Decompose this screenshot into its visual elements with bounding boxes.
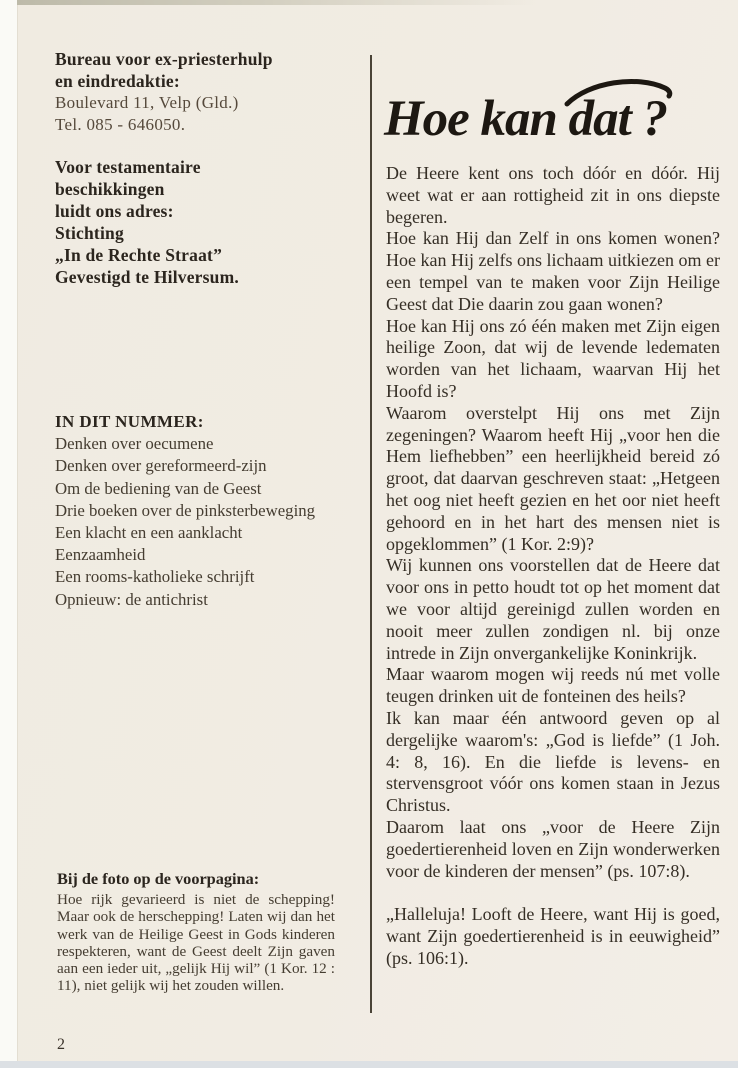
testament-notice-block <box>55 156 355 288</box>
toc-title: IN DIT NUMMER: <box>55 412 204 431</box>
toc-item: Denken over gereformeerd-zijn <box>55 456 267 476</box>
table-of-contents <box>55 411 367 611</box>
photo-note-body: Hoe rijk gevarieerd is niet de schepping! Maar ook de herschepping! Laten wij dan het werk van de Heilige Geest in Gods kinderen respekteren, want de Geest deelt Zijn gaven aan een ieder uit, „gelijk Hij wil” (1 Kor. 12 : 11), niet gelijk wij het zouden willen. <box>57 891 335 995</box>
testament-line: Voor testamentaire <box>55 157 201 177</box>
article-paragraph: Waarom overstelpt Hij ons met Zijn zegeningen? Waarom heeft Hij „voor hen die Hem liefhebben” een heerlijkheid bereid zó groot, dat daarvan geschreven staat: „Hetgeen het oog niet heeft gezien en het oor niet heeft gehoord en in het hart des mensen niet is opgeklommen” (1 Kor. 2:9)? <box>386 402 720 554</box>
scan-top-edge <box>17 0 738 5</box>
scan-bottom-edge <box>0 1061 738 1068</box>
article-paragraph: Hoe kan Hij dan Zelf in ons komen wonen? Hoe kan Hij zelfs ons lichaam uitkiezen om er een tempel van te maken voor Zijn Heilige Geest dat Die daarin zou gaan wonen? <box>386 228 720 314</box>
headline-swash-text: dat <box>568 91 631 148</box>
testament-line: Stichting <box>55 223 124 243</box>
toc-item: Een klacht en een aanklacht <box>55 523 243 543</box>
bureau-phone: Tel. 085 - 646050. <box>55 115 186 134</box>
article-paragraph: Maar waarom mogen wij reeds nú met volle teugen drinken uit de fonteinen des heils? <box>386 664 720 707</box>
photo-note-title: Bij de foto op de voorpagina: <box>57 869 260 888</box>
page-number: 2 <box>57 1036 65 1053</box>
testament-line: luidt ons adres: <box>55 201 174 221</box>
toc-item: Opnieuw: de antichrist <box>55 589 208 609</box>
article-paragraph: Daarom laat ons „voor de Heere Zijn goedertierenheid loven en Zijn wonderwerken voor de kinderen der mensen” (ps. 107:8). <box>386 816 720 881</box>
headline-text-post: ? <box>630 91 668 148</box>
cover-photo-note <box>57 869 335 995</box>
column-divider <box>370 55 372 1013</box>
article-paragraph: „Halleluja! Looft de Heere, want Hij is goed, want Zijn goedertierenheid is in eeuwigheid” (ps. 106:1). <box>386 904 720 968</box>
bureau-line: en eindredaktie: <box>55 71 180 91</box>
bureau-address-block <box>55 48 355 136</box>
testament-line: „In de Rechte Straat” <box>55 245 223 265</box>
headline-text-pre: Hoe kan <box>384 91 569 148</box>
toc-item: Drie boeken over de pinksterbeweging <box>55 500 316 520</box>
headline-swash-flourish-icon <box>563 77 675 109</box>
article-body <box>386 163 720 970</box>
testament-line: Gevestigd te Hilversum. <box>55 267 239 287</box>
toc-item: Eenzaamheid <box>55 545 146 565</box>
toc-item: Een rooms-katholieke schrijft <box>55 567 255 587</box>
headline-text-swash-word <box>569 90 631 148</box>
scan-left-margin <box>0 0 18 1068</box>
bureau-line: Bureau voor ex-priesterhulp <box>55 49 273 69</box>
article-paragraph: Ik kan maar één antwoord geven op al dergelijke waarom's: „God is liefde” (1 Joh. 4: 8, 16). En die liefde is levens- en stervensgroot vóór ons komen staan in Jezus Christus. <box>386 707 720 816</box>
article-paragraph: De Heere kent ons toch dóór en dóór. Hij weet wat er aan rottigheid zit in ons diepste begeren. <box>386 163 720 227</box>
bureau-street: Boulevard 11, Velp (Gld.) <box>55 93 239 112</box>
toc-item: Denken over oecumene <box>55 434 214 454</box>
article-headline <box>384 90 729 148</box>
testament-line: beschikkingen <box>55 179 165 199</box>
article-paragraph: Wij kunnen ons voorstellen dat de Heere dat voor ons in petto houdt tot op het moment dat we voor altijd gereinigd zullen worden en nooit meer zullen zondigen nl. bij onze intrede in Zijn onvergankelijke Koninkrijk. <box>386 555 720 663</box>
article-paragraph: Hoe kan Hij ons zó één maken met Zijn eigen heilige Zoon, dat wij de levende ledematen worden van het lichaam, waarvan Hij het Hoofd is? <box>386 315 720 401</box>
toc-item: Om de bediening van de Geest <box>55 478 262 498</box>
